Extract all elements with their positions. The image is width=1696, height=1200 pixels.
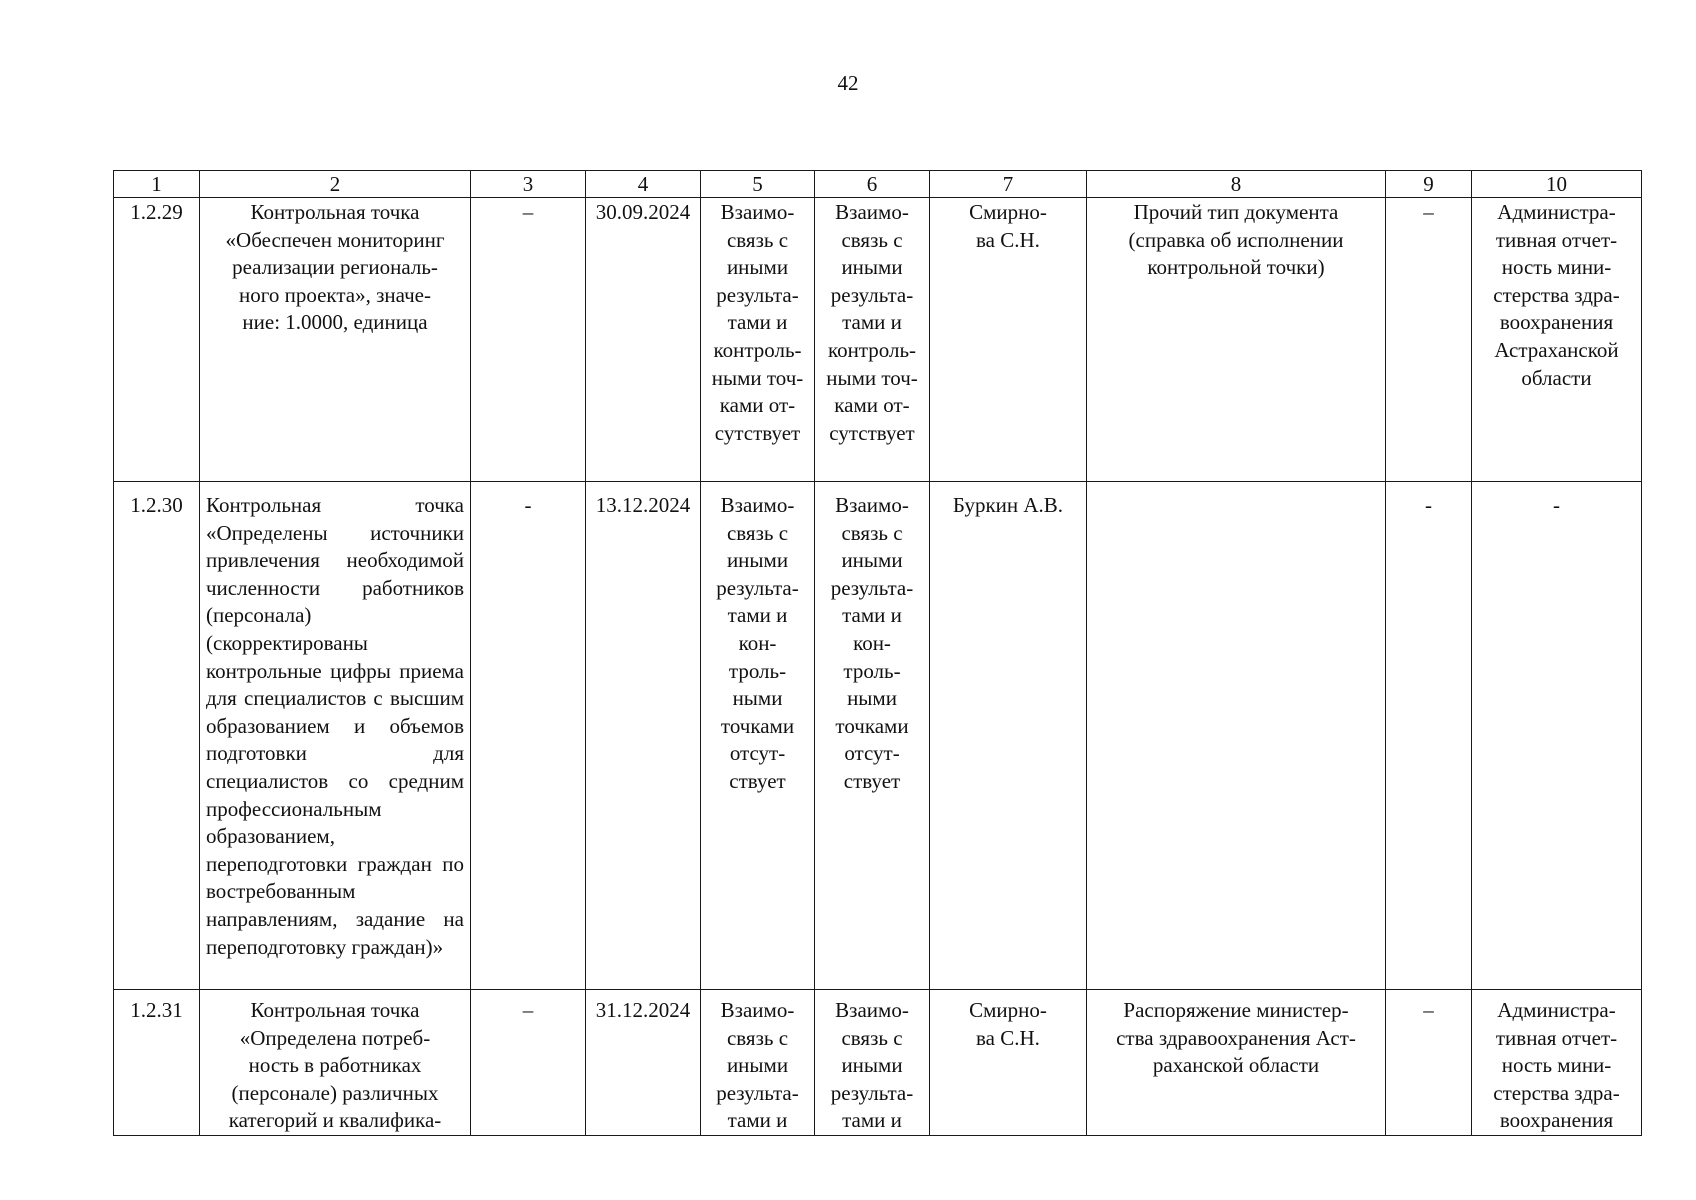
table-row	[114, 482, 1642, 990]
responsible-person: Буркин А.В.	[930, 482, 1087, 990]
row-number: 1.2.31	[114, 990, 200, 1136]
cell-col3: –	[471, 990, 586, 1136]
responsible-person: Смирно- ва С.Н.	[930, 198, 1087, 482]
info-system: Администра- тивная отчет- ность мини- стерства здра- воохранения Астраханской области	[1472, 198, 1642, 482]
document-type	[1087, 482, 1386, 990]
control-point-name: Контрольная точка «Определена потреб- ность в работниках (персонале) различных категорий и квалифика-	[200, 990, 471, 1136]
cell-col3: –	[471, 198, 586, 482]
column-header: 8	[1087, 171, 1386, 198]
column-header: 3	[471, 171, 586, 198]
control-point-name: Контрольная точка «Обеспечен мониторинг реализации региональ- ного проекта», значе- ние: 1.0000, единица	[200, 198, 471, 482]
relation-cell-6: Взаимо- связь с иными результа- тами и контроль- ными точ- ками от- сутствует	[815, 198, 930, 482]
column-header: 7	[930, 171, 1087, 198]
document-type: Распоряжение министер- ства здравоохранения Аст- раханской области	[1087, 990, 1386, 1136]
document-type: Прочий тип документа (справка об исполнении контрольной точки)	[1087, 198, 1386, 482]
table-row	[114, 198, 1642, 482]
responsible-person: Смирно- ва С.Н.	[930, 990, 1087, 1136]
relation-cell-5: Взаимо- связь с иными результа- тами и	[701, 990, 815, 1136]
info-system: Администра- тивная отчет- ность мини- стерства здра- воохранения	[1472, 990, 1642, 1136]
control-point-name: Контрольная точка «Определены источники привлечения необходимой численности работников (персонала) (скорректированы контрольные цифры приема для специалистов с высшим образованием и объемов подготовки для специалистов со средним профессиональным образованием, переподготовки граждан по востребованным направлениям, задание на переподготовку граждан)»	[200, 482, 471, 990]
row-number: 1.2.29	[114, 198, 200, 482]
table-row	[114, 990, 1642, 1136]
due-date: 31.12.2024	[586, 990, 701, 1136]
cell-col3: -	[471, 482, 586, 990]
column-header: 10	[1472, 171, 1642, 198]
relation-cell-6: Взаимо- связь с иными результа- тами и кон- троль- ными точками отсут- ствует	[815, 482, 930, 990]
column-header: 9	[1386, 171, 1472, 198]
column-header: 6	[815, 171, 930, 198]
column-header: 5	[701, 171, 815, 198]
column-header: 4	[586, 171, 701, 198]
column-header: 2	[200, 171, 471, 198]
table-header-row	[114, 171, 1642, 198]
page-number: 42	[837, 71, 859, 95]
column-header: 1	[114, 171, 200, 198]
due-date: 13.12.2024	[586, 482, 701, 990]
relation-cell-5: Взаимо- связь с иными результа- тами и кон- троль- ными точками отсут- ствует	[701, 482, 815, 990]
info-system: -	[1472, 482, 1642, 990]
relation-cell-6: Взаимо- связь с иными результа- тами и	[815, 990, 930, 1136]
cell-col9: -	[1386, 482, 1472, 990]
relation-cell-5: Взаимо- связь с иными результа- тами и контроль- ными точ- ками от- сутствует	[701, 198, 815, 482]
control-points-table	[113, 170, 1642, 1136]
row-number: 1.2.30	[114, 482, 200, 990]
cell-col9: –	[1386, 198, 1472, 482]
cell-col9: –	[1386, 990, 1472, 1136]
due-date: 30.09.2024	[586, 198, 701, 482]
